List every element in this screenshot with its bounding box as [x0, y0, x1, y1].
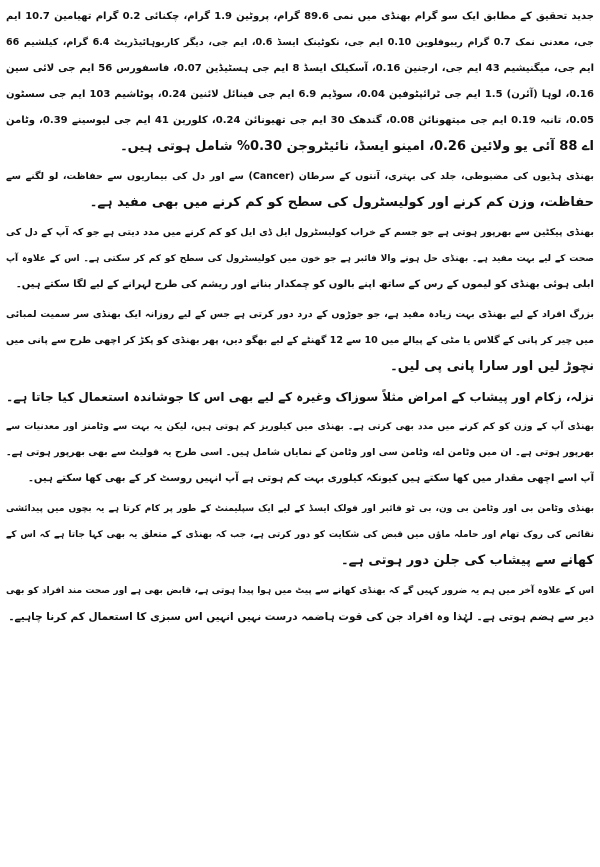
text-line: آپ اسے اچھی مقدار میں کھا سکتے ہیں کیونکہ کیلوری بہت کم ہوتی ہے آپ انہیں روسٹ کر کے بھی کھا سکتے ہیں۔	[28, 473, 594, 484]
closing-paragraph	[6, 578, 594, 630]
text-line: ابلی ہوئی بھنڈی کو لیموں کے رس کے ساتھ اپنے بالوں کو چمکدار بنانے اور ریشم کی طرح لہرانے کے لیے لگا سکتے ہیں۔	[15, 279, 594, 290]
text-line: بزرگ افراد کے لیے بھنڈی بہت زیادہ مفید ہے، جو جوڑوں کے درد دور کرتی ہے جس کے لیے روزانہ ایک بھنڈی سر سمیت لمبائی	[6, 309, 594, 320]
text-line: بھنڈی آپ کے وزن کو کم کرنے میں مدد بھی کرتی ہے۔ بھنڈی میں کیلوریز کم ہوتی ہیں، لیکن یہ بہت سے وٹامنز اور معدنیات سے	[6, 422, 594, 432]
text-line: دیر سے ہضم ہوتی ہے۔ لہٰذا وہ افراد جن کی قوت ہاضمہ درست نہیں انہیں اس سبزی کا استعمال کم کرنا چاہیے۔	[8, 611, 594, 623]
text-line: نقائص کی روک تھام اور حاملہ ماؤں میں قبض کی شکایت کو دور کرتی ہے، جب کہ بھنڈی کے متعلق یہ بھی کہا جاتا ہے کہ اس کے	[6, 530, 594, 540]
text-line: اس کے علاوہ آخر میں ہم یہ ضرور کہیں گے کہ بھنڈی کھانے سے پیٹ میں ہوا پیدا ہوتی ہے، قابض بھی ہے اور صحت مند افراد کو بھی	[6, 586, 594, 596]
text-line: حفاظت، وزن کم کرنے اور کولیسٹرول کی سطح کو کم کرنے میں بھی مفید ہے۔	[89, 195, 594, 210]
text-line: جی، معدنی نمک 0.7 گرام ریبوفلوین 0.10 ایم جی، نکوٹینک ایسڈ 0.6، ایم جی، دیگر کاربوہائیڈریٹ 6.4 گرام، کیلشیم 66	[6, 37, 594, 48]
text-line: بھرپور ہوتی ہے۔ ان میں وٹامن اے، وٹامن سی اور وٹامن کے نمایاں شامل ہیں۔ اسی طرح یہ فولیٹ سے بھی بھرپور ہوتی ہے۔	[6, 447, 594, 458]
text-line: ایم جی، میگنیشیم 43 ایم جی، ارجنین 0.16، آسکیلک ایسڈ 8 ایم جی ہسٹیڈین 0.07، فاسفورس 56 ایم جی لائی سین	[6, 63, 594, 74]
text-line: بھنڈی ہڈیوں کی مضبوطی، جلد کی بہتری، آنتوں کے سرطان (Cancer) سے اور دل کی بیماریوں سے حفاظت، لو لگنے سے	[6, 171, 594, 182]
text-line: کھانے سے پیشاب کی جلن دور ہوتی ہے۔	[341, 553, 594, 568]
text-line: نزلہ، زکام اور پیشاب کے امراض مثلاً سوزاک وغیرہ کے لیے بھی اس کا جوشاندہ استعمال کیا جاتا ہے۔	[6, 390, 594, 404]
text-line: جدید تحقیق کے مطابق ایک سو گرام بھنڈی میں نمی 89.6 گرام، پروٹین 1.9 گرام، چکنائی 0.2 گرام تھیامین 10.7 ایم	[6, 11, 594, 22]
cold-remedy-paragraph	[6, 384, 594, 410]
text-line: اے 88 آئی یو ولائین 0.26، امینو ایسڈ، نائیٹروجن 0.30% شامل ہوتی ہیں۔	[120, 139, 594, 154]
text-line: 0.16، لوہا (آئرن) 1.5 ایم جی ٹرائپٹوفین 0.04، سوڈیم 6.9 ایم جی فینائل لائنین 0.24، پوٹاشیم 103 ایم جی سسٹون	[6, 89, 594, 100]
vitamin-b-paragraph	[6, 496, 594, 574]
text-line: بھنڈی وٹامن بی اور وٹامن بی ون، بی ٹو فائبر اور فولک ایسڈ کے لیے ایک سپلیمنٹ کے طور پر کام کرتا ہے یہ بچوں میں پیدائشی	[6, 504, 594, 514]
text-line: صحت کے لیے بہت مفید ہے۔ بھنڈی حل ہونے والا فائبر ہے جو خون میں کولیسٹرول کی سطح کو کم کر سکتی ہے۔ اس کے علاوہ آپ	[6, 254, 594, 264]
joint-pain-paragraph	[6, 302, 594, 380]
benefits-paragraph	[6, 164, 594, 216]
text-line: نچوڑ لیں اور سارا پانی پی لیں۔	[390, 359, 594, 374]
text-line: بھنڈی پیکٹین سے بھرپور ہوتی ہے جو جسم کے خراب کولیسٹرول ایل ڈی ایل کو کم کرنے میں مدد دیتی ہے جو کہ آپ کے دل کی	[6, 227, 594, 238]
weight-loss-paragraph	[6, 414, 594, 492]
text-line: میں چیر کر پانی کے گلاس یا مٹی کے پیالے میں 10 سے 12 گھنٹے کے لیے بھگو دیں، پھر بھنڈی کو پکڑ کر اچھی طرح سے پانی میں	[6, 335, 594, 346]
nutrition-paragraph	[6, 4, 594, 160]
pectin-paragraph	[6, 220, 594, 298]
text-line: 0.05، تانبہ 0.19 ایم جی میتھونائن 0.08، گندھک 30 ایم جی تھیونائن 0.24، کلورین 41 ایم جی لیوسینے 0.39، وٹامن	[6, 115, 594, 126]
